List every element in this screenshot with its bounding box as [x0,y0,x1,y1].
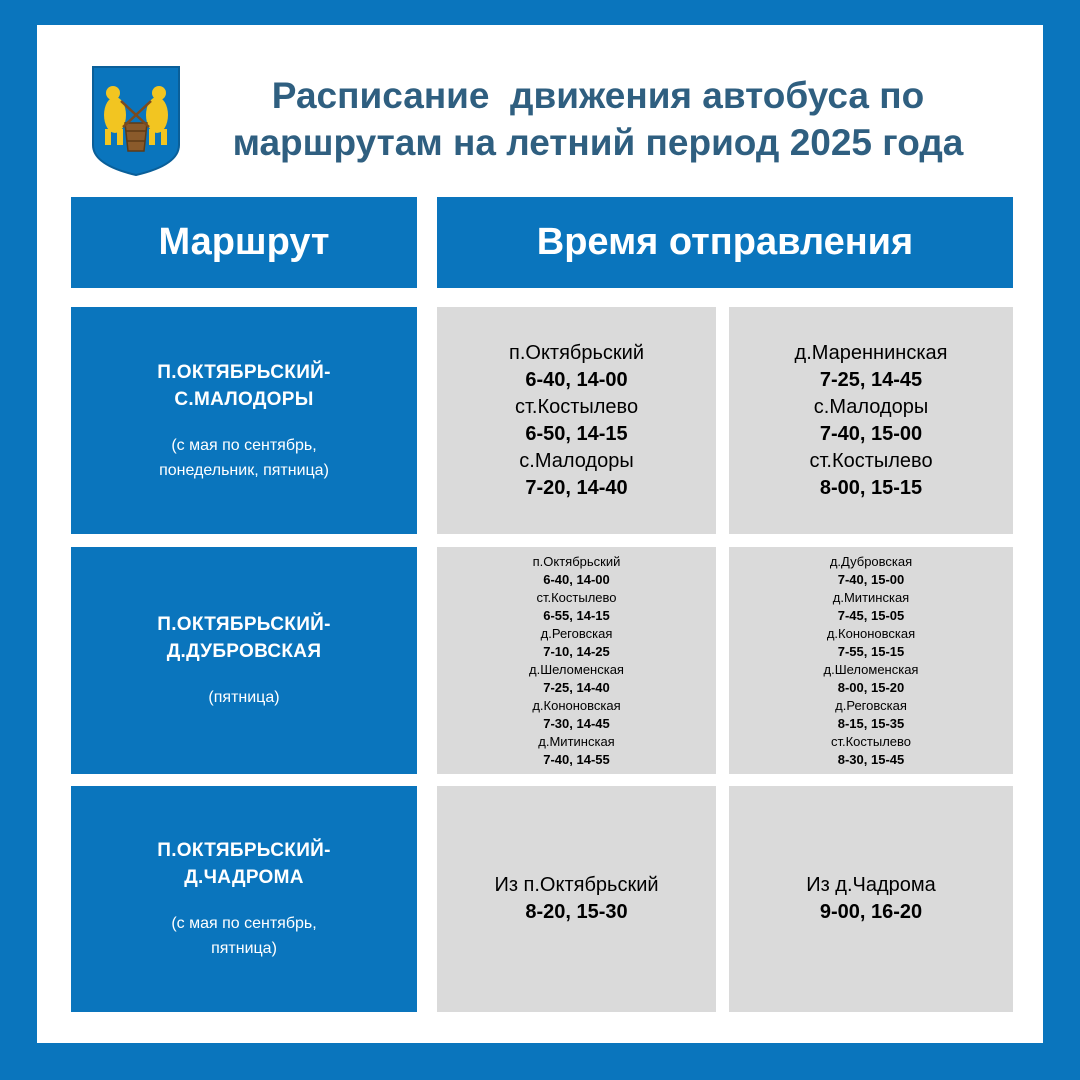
stop-name: ст.Костылево [809,449,933,472]
route-note [159,433,329,483]
page-title [180,72,1016,166]
departure-header-label: Время отправления [536,221,914,263]
departure-time: 6-50, 14-15 [525,422,628,445]
title-line-1: Расписание движения автобуса по [271,75,925,116]
departure-time: 7-45, 15-05 [837,607,905,623]
route-note-line-1: (пятница) [208,689,280,706]
stop-name: д.Шеломенская [823,661,919,677]
outbound-times-cell-2 [437,547,716,774]
route-name-line-1: П.ОКТЯБРЬСКИЙ- [157,361,331,383]
return-times-cell-2 [729,547,1013,774]
route-name-line-2: Д.ДУБРОВСКАЯ [166,641,322,662]
departure-time: 7-20, 14-40 [525,476,628,499]
route-note [171,911,316,961]
route-name-line-2: Д.ЧАДРОМА [184,867,304,888]
route-note-line-1: (с мая по сентябрь, [171,436,317,454]
stop-name: ст.Костылево [830,733,912,749]
route-note-line-1: (с мая по сентябрь, [171,915,317,932]
departure-time: 6-55, 14-15 [543,607,610,623]
stop-name: д.Реговская [835,697,907,713]
route-name [157,611,330,665]
stop-name: д.Митинская [538,733,615,749]
route-name [157,359,330,413]
route-name-line-2: С.МАЛОДОРЫ [174,388,314,410]
departure-time: 8-30, 15-45 [837,751,905,767]
departure-time: 7-10, 14-25 [543,643,610,659]
departure-time: 7-55, 15-15 [837,643,905,659]
departure-time: 8-00, 15-15 [819,476,923,499]
stop-name: д.Реговская [540,625,613,641]
return-times-cell-3 [729,786,1013,1012]
departure-time: 6-40, 14-00 [525,368,628,391]
stop-name: д.Митинская [832,589,910,605]
departure-time: 8-15, 15-35 [837,715,905,731]
stop-name: д.Кононовская [826,625,916,641]
stop-name: д.Дубровская [829,553,913,569]
departure-time: 8-00, 15-20 [837,679,905,695]
departure-time: 9-00, 16-20 [819,901,923,923]
stop-name: ст.Костылево [514,395,639,418]
stop-name: д.Мареннинская [794,341,948,364]
stop-name: п.Октябрьский [509,341,644,364]
route-cell-2 [71,547,417,774]
departure-time: 8-20, 15-30 [525,901,628,923]
departure-column-header [437,197,1013,288]
stop-name: д.Шеломенская [529,661,624,677]
route-name-line-1: П.ОКТЯБРЬСКИЙ- [157,614,331,635]
route-name-line-1: П.ОКТЯБРЬСКИЙ- [157,840,331,861]
stop-name: с.Малодоры [813,395,929,418]
stop-name: д.Кононовская [532,697,621,713]
stop-name: Из п.Октябрьский [494,874,659,896]
return-times-cell-1 [729,307,1013,534]
departure-time: 7-25, 14-45 [819,368,923,391]
route-header-label: Маршрут [158,221,330,263]
departure-time: 7-30, 14-45 [543,715,610,731]
outbound-times-cell-1 [437,307,716,534]
departure-time: 7-40, 15-00 [819,422,923,445]
stop-name: ст.Костылево [536,589,617,605]
departure-time: 7-25, 14-40 [543,679,610,695]
route-name [157,837,330,891]
departure-time: 6-40, 14-00 [543,571,610,587]
route-note-line-2: пятница) [211,940,277,957]
route-column-header [71,197,417,288]
route-cell-1 [71,307,417,534]
title-line-2: маршрутам на летний период 2025 года [232,122,964,163]
coat-of-arms-emblem [91,65,181,177]
departure-time: 7-40, 14-55 [543,751,610,767]
route-note-line-2: понедельник, пятница) [159,461,329,479]
route-note [208,685,279,710]
stop-name: п.Октябрьский [532,553,621,569]
departure-time: 7-40, 15-00 [837,571,905,587]
route-cell-3 [71,786,417,1012]
stop-name: с.Малодоры [519,449,634,472]
outbound-times-cell-3 [437,786,716,1012]
stop-name: Из д.Чадрома [806,874,936,896]
